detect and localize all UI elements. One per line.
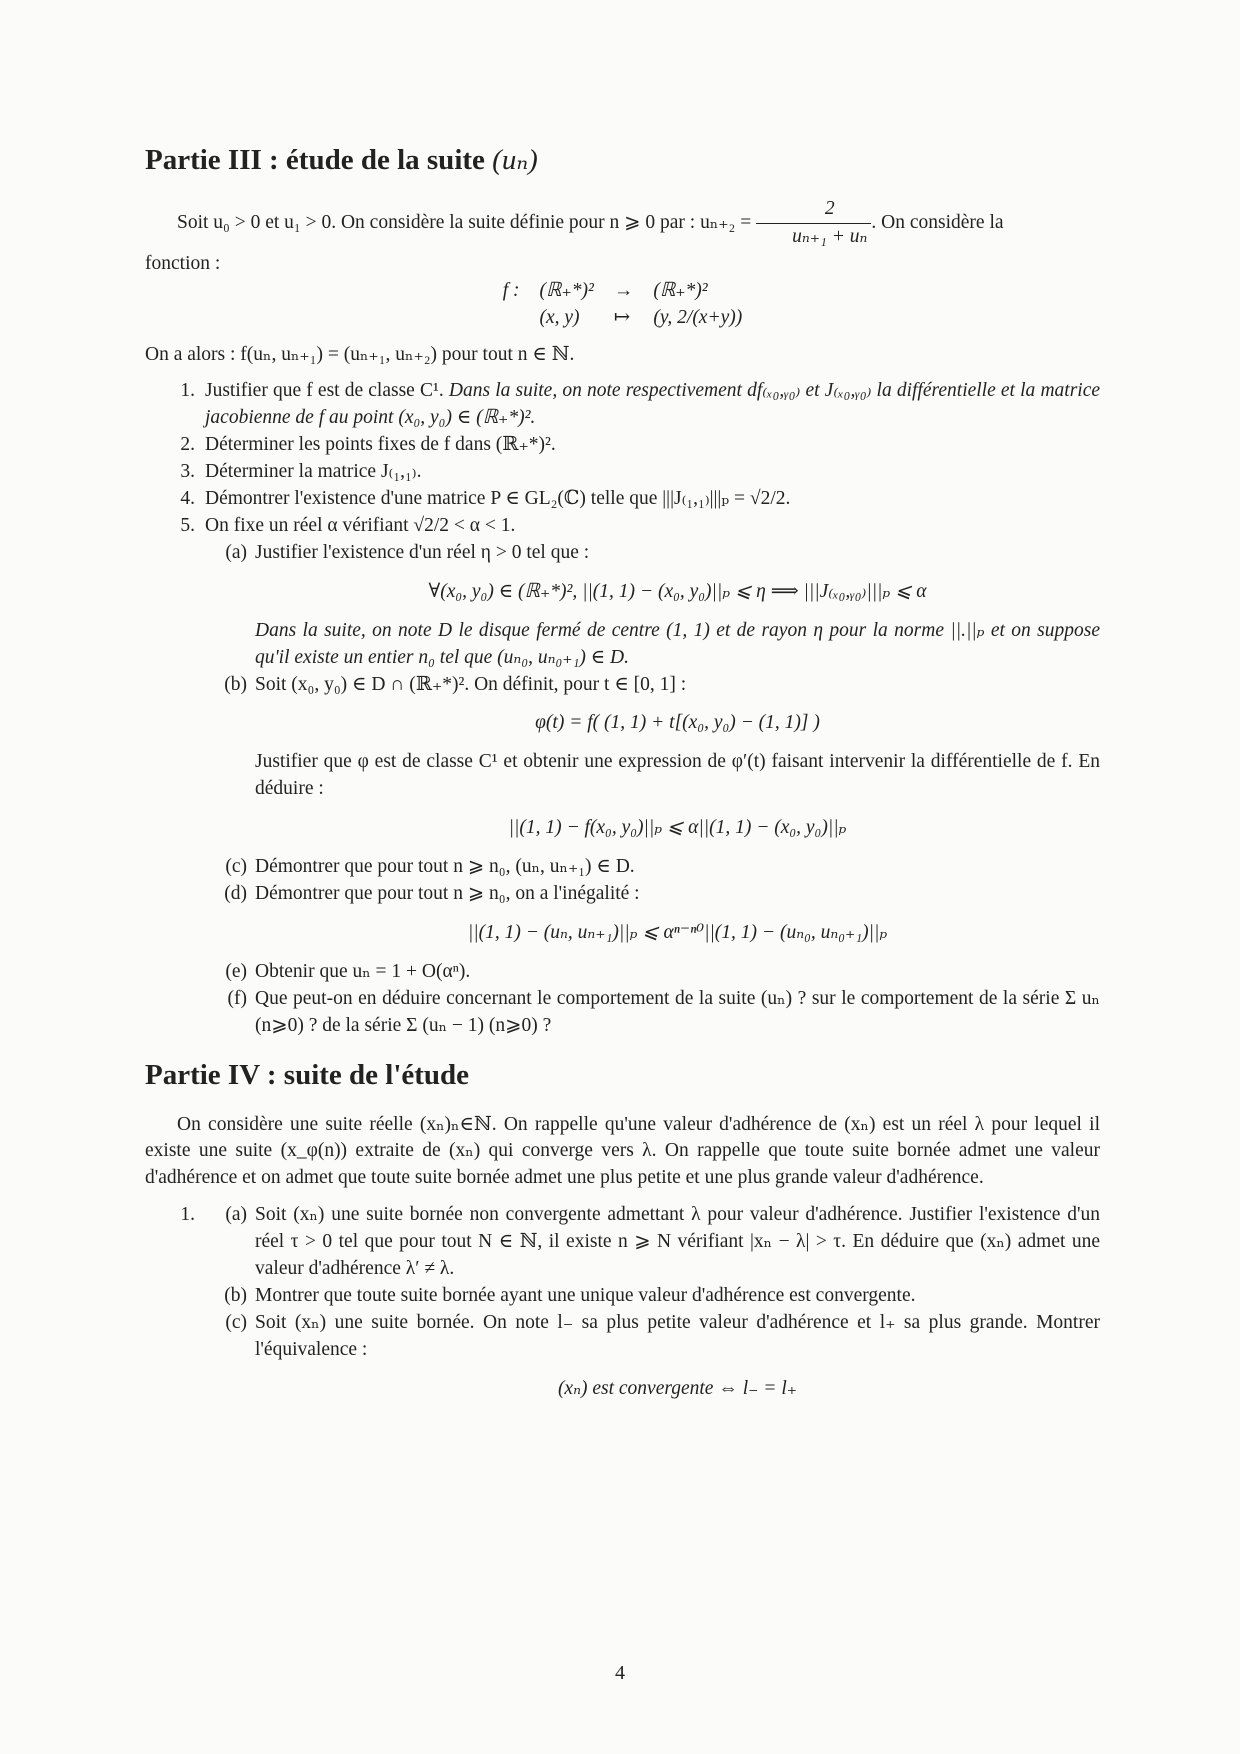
display-5d: ||(1, 1) − (uₙ, uₙ₊₁)||ₚ ⩽ αⁿ⁻ⁿ⁰||(1, 1) − (uₙ₀, uₙ₀₊₁)||ₚ xyxy=(467,921,888,943)
question-iii-3: 3. Déterminer la matrice J₍₁,₁₎. xyxy=(180,461,422,483)
question-iii-5c: (c) Démontrer que pour tout n ⩾ n₀, (uₙ, uₙ₊₁) ∈ D. xyxy=(225,856,635,878)
display-5a: ∀(x₀, y₀) ∈ (ℝ₊*)², ||(1, 1) − (x₀, y₀)||ₚ ⩽ η ⟹ |||J₍ₓ₀,ᵧ₀₎|||ₚ ⩽ α xyxy=(428,580,927,602)
question-iv-1c: (c) Soit (xₙ) une suite bornée. On note l₋ sa plus petite valeur d'adhérence et l₊ sa plus grande. Montrer l'équivalence : (xₙ) est convergente ⇔ l₋ = l₊ xyxy=(145,1310,1100,1415)
content xyxy=(145,140,1100,1415)
question-iii-4: 4. Démontrer l'existence d'une matrice P ∈ GL₂(ℂ) telle que |||J₍₁,₁₎|||ₚ = √2/2. xyxy=(180,488,791,510)
part-iv-intro: On considère une suite réelle (xₙ)ₙ∈ℕ. On rappelle qu'une valeur d'adhérence de (xₙ) est un réel λ pour lequel il existe une suite (x_φ(n)) extraite de (xₙ) qui converge vers λ. On rappelle que toute suite bornée admet une valeur d'adhérence et on admet que toute suite bornée admet une plus petite et une plus grande valeur d'adhérence. xyxy=(145,1113,1100,1189)
question-iii-5d: (d) Démontrer que pour tout n ⩾ n₀, on a l'inégalité : ||(1, 1) − (uₙ, uₙ₊₁)||ₚ ⩽ αⁿ⁻ⁿ⁰||(1, 1) − (uₙ₀, uₙ₀₊₁)||ₚ xyxy=(205,881,1100,959)
display-5b: φ(t) = f( (1, 1) + t[(x₀, y₀) − (1, 1)] ) xyxy=(535,712,820,734)
question-iii-1: 1. Justifier que f est de classe C¹. Dans la suite, on note respectivement df₍ₓ₀,ᵧ₀₎ et J₍ₓ₀,ᵧ₀₎ la différentielle et la matrice jacobienne de f au point (x₀, y₀) ∈ (ℝ₊*)². xyxy=(180,380,1101,429)
intro-continuation: fonction : xyxy=(145,252,221,274)
display-5b-2: ||(1, 1) − f(x₀, y₀)||ₚ ⩽ α||(1, 1) − (x₀, y₀)||ₚ xyxy=(508,817,847,839)
question-iii-5b: (b) Soit (x₀, y₀) ∈ D ∩ (ℝ₊*)². On définit, pour t ∈ [0, 1] : φ(t) = f( (1, 1) + t[(x₀, y₀) − (1, 1)] ) Justifier que φ est de classe C¹ et obtenir une expression de φ′(t) faisant intervenir la différentielle de f. En déduire : ||(1, 1) − f(x₀, y₀)||ₚ ⩽ α||(1, 1) − (x₀, y₀)||ₚ xyxy=(205,672,1100,855)
question-iv-1b: (b) Montrer que toute suite bornée ayant une unique valeur d'adhérence est convergente. xyxy=(224,1284,916,1306)
part-iii-heading: Partie III : étude de la suite (uₙ) xyxy=(145,144,538,176)
question-iii-5f: (f) Que peut-on en déduire concernant le comportement de la suite (uₙ) ? sur le comportement de la série Σ uₙ (n⩾0) ? de la série Σ (uₙ − 1) (n⩾0) ? xyxy=(227,987,1100,1036)
question-iii-5a: (a) Justifier l'existence d'un réel η > 0 tel que : ∀(x₀, y₀) ∈ (ℝ₊*)², ||(1, 1) − (x₀, y₀)||ₚ ⩽ η ⟹ |||J₍ₓ₀,ᵧ₀₎|||ₚ ⩽ α Dans la suite, on note D le disque fermé de centre (1, 1) et de rayon η pour la norme ||.||ₚ et on suppose qu'il existe un entier n₀ tel que (uₙ₀, uₙ₀₊₁) ∈ D. xyxy=(225,541,1100,668)
page-number: 4 xyxy=(615,1662,625,1684)
intro-fraction: $\frac{2}{\text{uₙ₊₁ + uₙ}}$ xyxy=(756,196,871,251)
after-function: On a alors : f(uₙ, uₙ₊₁) = (uₙ₊₁, uₙ₊₂) pour tout n ∈ ℕ. xyxy=(145,343,575,365)
question-iii-5e: (e) Obtenir que uₙ = 1 + O(αⁿ). xyxy=(225,960,471,982)
function-definition: f : (ℝ₊*)² → (ℝ₊*)² (x, y) ↦ (y, 2/(x+y)) xyxy=(502,279,743,328)
question-iii-2: 2. Déterminer les points fixes de f dans (ℝ₊*)². xyxy=(180,434,556,456)
part-iv-heading: Partie IV : suite de l'étude xyxy=(145,1059,470,1092)
display-iv-1c: (xₙ) est convergente ⇔ l₋ = l₊ xyxy=(557,1377,798,1399)
question-iv-1a: 1. (a) Soit (xₙ) une suite bornée non convergente admettant λ pour valeur d'adhérence. Justifier l'existence d'un réel τ > 0 tel que pour tout N ∈ ℕ, il existe n ⩾ N vérifiant |xₙ − λ| > τ. En déduire que (xₙ) admet une valeur d'adhérence λ′ ≠ λ. xyxy=(180,1204,1100,1280)
part-iii-intro: Soit u₀ > 0 et u₁ > 0. On considère la suite définie pour n ⩾ 0 par : uₙ₊₂ = $\frac{2}{\text{uₙ₊₁ + uₙ}}$ . On considère la xyxy=(145,196,1100,251)
question-iii-5: 5. On fixe un réel α vérifiant √2/2 < α < 1. xyxy=(180,514,516,536)
